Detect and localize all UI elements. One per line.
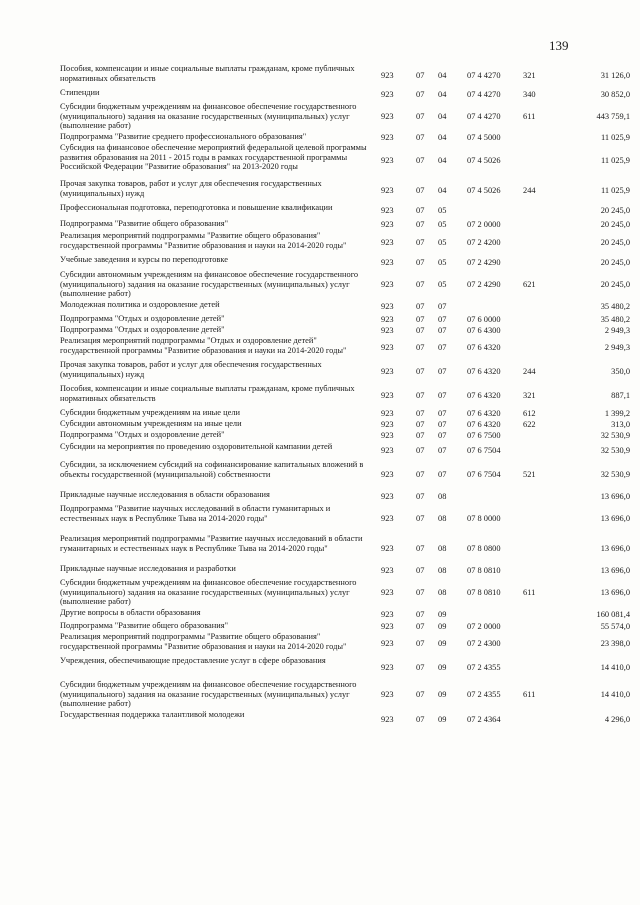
row-section-code: 07 bbox=[416, 514, 425, 524]
table-row bbox=[60, 384, 635, 408]
row-ved-code: 923 bbox=[381, 492, 394, 502]
row-subsection-code: 05 bbox=[438, 257, 447, 267]
row-ved-code: 923 bbox=[381, 408, 394, 418]
row-name: Субсидии бюджетным учреждениям на финансовое обеспечение государственного (муниципального) задания на оказание государственных (муниципальных) услуг (выполнение работ) bbox=[60, 680, 357, 709]
row-subsection-code: 07 bbox=[438, 325, 447, 335]
row-amount: 887,1 bbox=[611, 391, 630, 401]
row-amount: 13 696,0 bbox=[600, 588, 630, 598]
row-ved-code: 923 bbox=[381, 544, 394, 554]
table-row bbox=[60, 442, 635, 460]
row-expense-type: 611 bbox=[523, 588, 536, 598]
row-ved-code: 923 bbox=[381, 514, 394, 524]
table-row bbox=[60, 408, 635, 419]
row-section-code: 07 bbox=[416, 715, 425, 725]
row-ved-code: 923 bbox=[381, 470, 394, 480]
row-section-code: 07 bbox=[416, 544, 425, 554]
row-amount: 20 245,0 bbox=[600, 220, 630, 230]
row-name: Субсидии автономным учреждениям на финансовое обеспечение государственного (муниципального) задания на оказание государственных (муниципальных) услуг (выполнение работ) bbox=[60, 270, 359, 299]
row-expense-type: 622 bbox=[523, 419, 536, 429]
row-name: Подпрограмма "Отдых и оздоровление детей" bbox=[60, 325, 225, 334]
row-name: Прикладные научные исследования в области образования bbox=[60, 490, 270, 499]
row-subsection-code: 05 bbox=[438, 238, 447, 248]
table-row bbox=[60, 578, 635, 608]
row-subsection-code: 09 bbox=[438, 639, 447, 649]
row-subsection-code: 07 bbox=[438, 302, 447, 312]
row-subsection-code: 09 bbox=[438, 715, 447, 725]
row-amount: 30 852,0 bbox=[600, 90, 630, 100]
row-ved-code: 923 bbox=[381, 186, 394, 196]
row-subsection-code: 09 bbox=[438, 690, 447, 700]
row-amount: 2 949,3 bbox=[604, 325, 630, 335]
row-name: Учебные заведения и курсы по переподготовке bbox=[60, 255, 228, 264]
row-ved-code: 923 bbox=[381, 71, 394, 81]
row-subsection-code: 04 bbox=[438, 71, 447, 81]
row-name: Прикладные научные исследования и разработки bbox=[60, 564, 236, 573]
row-subsection-code: 08 bbox=[438, 514, 447, 524]
row-ved-code: 923 bbox=[381, 112, 394, 122]
row-amount: 20 245,0 bbox=[600, 257, 630, 267]
table-row bbox=[60, 632, 635, 656]
row-target-article: 07 2 4290 bbox=[467, 257, 501, 267]
row-target-article: 07 6 4320 bbox=[467, 408, 501, 418]
row-section-code: 07 bbox=[416, 470, 425, 480]
row-ved-code: 923 bbox=[381, 621, 394, 631]
table-row bbox=[60, 460, 635, 490]
row-target-article: 07 2 4355 bbox=[467, 663, 501, 673]
row-amount: 55 574,0 bbox=[600, 621, 630, 631]
row-name: Молодежная политика и оздоровление детей bbox=[60, 300, 220, 309]
row-name: Подпрограмма "Развитие общего образования" bbox=[60, 621, 229, 630]
row-expense-type: 621 bbox=[523, 280, 536, 290]
row-amount: 35 480,2 bbox=[600, 302, 630, 312]
table-row bbox=[60, 656, 635, 680]
row-ved-code: 923 bbox=[381, 343, 394, 353]
table-row bbox=[60, 430, 635, 442]
row-name: Прочая закупка товаров, работ и услуг для обеспечения государственных (муниципальных) нужд bbox=[60, 360, 322, 379]
row-subsection-code: 08 bbox=[438, 544, 447, 554]
table-row bbox=[60, 219, 635, 231]
row-section-code: 07 bbox=[416, 206, 425, 216]
table-row bbox=[60, 270, 635, 300]
row-name: Подпрограмма "Отдых и оздоровление детей" bbox=[60, 430, 225, 439]
row-subsection-code: 05 bbox=[438, 280, 447, 290]
row-amount: 1 399,2 bbox=[604, 408, 630, 418]
row-target-article: 07 8 0800 bbox=[467, 544, 501, 554]
row-amount: 13 696,0 bbox=[600, 492, 630, 502]
row-subsection-code: 07 bbox=[438, 391, 447, 401]
row-target-article: 07 4 5000 bbox=[467, 132, 501, 142]
row-target-article: 07 2 0000 bbox=[467, 220, 501, 230]
row-amount: 13 696,0 bbox=[600, 544, 630, 554]
row-name: Учреждения, обеспечивающие предоставление услуг в сфере образования bbox=[60, 656, 326, 665]
row-amount: 32 530,9 bbox=[600, 446, 630, 456]
row-amount: 32 530,9 bbox=[600, 431, 630, 441]
row-amount: 13 696,0 bbox=[600, 566, 630, 576]
row-amount: 31 126,0 bbox=[600, 71, 630, 81]
row-target-article: 07 6 4320 bbox=[467, 391, 501, 401]
row-target-article: 07 2 4355 bbox=[467, 690, 501, 700]
row-target-article: 07 2 4364 bbox=[467, 715, 501, 725]
row-subsection-code: 09 bbox=[438, 609, 447, 619]
row-name: Подпрограмма "Развитие научных исследований в области гуманитарных и естественных наук в Республике Тыва на 2014-2020 годы" bbox=[60, 504, 331, 523]
row-subsection-code: 07 bbox=[438, 470, 447, 480]
row-section-code: 07 bbox=[416, 71, 425, 81]
row-name: Пособия, компенсации и иные социальные выплаты гражданам, кроме публичных нормативных обязательств bbox=[60, 64, 355, 83]
row-ved-code: 923 bbox=[381, 206, 394, 216]
row-name: Субсидии бюджетным учреждениям на иные цели bbox=[60, 408, 240, 417]
row-amount: 35 480,2 bbox=[600, 314, 630, 324]
row-amount: 4 296,0 bbox=[604, 715, 630, 725]
row-name: Реализация мероприятий подпрограммы "Развитие научных исследований в области гуманитарных и естественных наук в Республике Тыва на 2014-2020 годы" bbox=[60, 534, 363, 553]
row-name: Субсидии бюджетным учреждениям на финансовое обеспечение государственного (муниципального) задания на оказание государственных (муниципальных) услуг (выполнение работ) bbox=[60, 578, 357, 607]
row-target-article: 07 2 4290 bbox=[467, 280, 501, 290]
row-name: Субсидии на мероприятия по проведению оздоровительной кампании детей bbox=[60, 442, 333, 451]
row-expense-type: 521 bbox=[523, 470, 536, 480]
row-subsection-code: 04 bbox=[438, 132, 447, 142]
table-row bbox=[60, 300, 635, 314]
row-section-code: 07 bbox=[416, 492, 425, 502]
row-subsection-code: 07 bbox=[438, 408, 447, 418]
row-name: Другие вопросы в области образования bbox=[60, 608, 201, 617]
table-row bbox=[60, 710, 635, 730]
row-subsection-code: 04 bbox=[438, 112, 447, 122]
row-name: Профессиональная подготовка, переподготовка и повышение квалификации bbox=[60, 203, 333, 212]
row-section-code: 07 bbox=[416, 446, 425, 456]
row-amount: 13 696,0 bbox=[600, 514, 630, 524]
row-target-article: 07 6 4300 bbox=[467, 325, 501, 335]
row-section-code: 07 bbox=[416, 566, 425, 576]
row-section-code: 07 bbox=[416, 238, 425, 248]
row-subsection-code: 09 bbox=[438, 621, 447, 631]
row-section-code: 07 bbox=[416, 280, 425, 290]
row-name: Субсидии, за исключением субсидий на софинансирование капитальных вложений в объекты государственной (муниципальной) собственности bbox=[60, 460, 364, 479]
row-ved-code: 923 bbox=[381, 302, 394, 312]
row-section-code: 07 bbox=[416, 314, 425, 324]
row-section-code: 07 bbox=[416, 343, 425, 353]
row-section-code: 07 bbox=[416, 220, 425, 230]
table-row bbox=[60, 621, 635, 632]
row-name: Субсидии бюджетным учреждениям на финансовое обеспечение государственного (муниципального) задания на оказание государственных (муниципальных) услуг (выполнение работ) bbox=[60, 102, 357, 131]
row-target-article: 07 2 4200 bbox=[467, 238, 501, 248]
row-expense-type: 611 bbox=[523, 690, 536, 700]
row-name: Субсидии автономным учреждениям на иные цели bbox=[60, 419, 242, 428]
row-ved-code: 923 bbox=[381, 325, 394, 335]
row-target-article: 07 4 4270 bbox=[467, 71, 501, 81]
row-name: Подпрограмма "Развитие среднего профессионального образования" bbox=[60, 132, 307, 141]
row-ved-code: 923 bbox=[381, 419, 394, 429]
row-amount: 20 245,0 bbox=[600, 238, 630, 248]
row-ved-code: 923 bbox=[381, 588, 394, 598]
row-target-article: 07 6 4320 bbox=[467, 343, 501, 353]
row-ved-code: 923 bbox=[381, 566, 394, 576]
row-target-article: 07 2 4300 bbox=[467, 639, 501, 649]
table-row bbox=[60, 314, 635, 325]
row-target-article: 07 8 0000 bbox=[467, 514, 501, 524]
row-subsection-code: 09 bbox=[438, 663, 447, 673]
row-section-code: 07 bbox=[416, 588, 425, 598]
row-ved-code: 923 bbox=[381, 431, 394, 441]
table-row bbox=[60, 564, 635, 578]
row-amount: 350,0 bbox=[611, 367, 630, 377]
row-expense-type: 611 bbox=[523, 112, 536, 122]
row-subsection-code: 04 bbox=[438, 90, 447, 100]
row-target-article: 07 6 4320 bbox=[467, 419, 501, 429]
row-target-article: 07 4 4270 bbox=[467, 112, 501, 122]
row-subsection-code: 05 bbox=[438, 220, 447, 230]
row-section-code: 07 bbox=[416, 408, 425, 418]
row-expense-type: 321 bbox=[523, 71, 536, 81]
row-expense-type: 321 bbox=[523, 391, 536, 401]
table-row bbox=[60, 419, 635, 430]
row-section-code: 07 bbox=[416, 257, 425, 267]
table-row bbox=[60, 325, 635, 336]
row-amount: 32 530,9 bbox=[600, 470, 630, 480]
table-row bbox=[60, 680, 635, 710]
row-ved-code: 923 bbox=[381, 220, 394, 230]
row-section-code: 07 bbox=[416, 609, 425, 619]
row-target-article: 07 6 7504 bbox=[467, 470, 501, 480]
row-subsection-code: 07 bbox=[438, 367, 447, 377]
table-row bbox=[60, 179, 635, 203]
row-name: Субсидия на финансовое обеспечение мероприятий федеральной целевой программы развития образования на 2011 - 2015 годы в рамках государственной программы Российской Федерации "Развитие образования" на 2013-2020 годы bbox=[60, 143, 367, 172]
row-name: Пособия, компенсации и иные социальные выплаты гражданам, кроме публичных нормативных обязательств bbox=[60, 384, 355, 403]
table-row bbox=[60, 336, 635, 360]
row-amount: 2 949,3 bbox=[604, 343, 630, 353]
row-target-article: 07 4 5026 bbox=[467, 156, 501, 166]
table-row bbox=[60, 64, 635, 88]
table-row bbox=[60, 132, 635, 143]
row-ved-code: 923 bbox=[381, 690, 394, 700]
row-target-article: 07 2 0000 bbox=[467, 621, 501, 631]
row-name: Подпрограмма "Развитие общего образования" bbox=[60, 219, 229, 228]
row-amount: 11 025,9 bbox=[600, 156, 630, 166]
row-target-article: 07 8 0810 bbox=[467, 566, 501, 576]
row-ved-code: 923 bbox=[381, 715, 394, 725]
table-row bbox=[60, 255, 635, 270]
budget-table bbox=[60, 64, 635, 730]
row-amount: 23 398,0 bbox=[600, 639, 630, 649]
row-amount: 313,0 bbox=[611, 419, 630, 429]
row-target-article: 07 4 4270 bbox=[467, 90, 501, 100]
row-target-article: 07 6 4320 bbox=[467, 367, 501, 377]
row-section-code: 07 bbox=[416, 325, 425, 335]
row-expense-type: 612 bbox=[523, 408, 536, 418]
row-section-code: 07 bbox=[416, 112, 425, 122]
table-row bbox=[60, 203, 635, 219]
row-section-code: 07 bbox=[416, 132, 425, 142]
row-name: Подпрограмма "Отдых и оздоровление детей" bbox=[60, 314, 225, 323]
row-ved-code: 923 bbox=[381, 132, 394, 142]
row-name: Реализация мероприятий подпрограммы "Развитие общего образования" государственной программы "Развитие образования и науки на 2014-2020 годы" bbox=[60, 632, 347, 651]
row-section-code: 07 bbox=[416, 419, 425, 429]
table-row bbox=[60, 504, 635, 534]
table-row bbox=[60, 534, 635, 564]
table-row bbox=[60, 231, 635, 255]
table-row bbox=[60, 88, 635, 102]
row-ved-code: 923 bbox=[381, 90, 394, 100]
row-subsection-code: 04 bbox=[438, 186, 447, 196]
row-amount: 14 410,0 bbox=[600, 663, 630, 673]
row-expense-type: 244 bbox=[523, 186, 536, 196]
row-section-code: 07 bbox=[416, 639, 425, 649]
row-ved-code: 923 bbox=[381, 156, 394, 166]
row-amount: 20 245,0 bbox=[600, 280, 630, 290]
row-ved-code: 923 bbox=[381, 446, 394, 456]
row-name: Стипендии bbox=[60, 88, 100, 97]
row-section-code: 07 bbox=[416, 302, 425, 312]
row-expense-type: 340 bbox=[523, 90, 536, 100]
row-ved-code: 923 bbox=[381, 367, 394, 377]
row-name: Государственная поддержка талантливой молодежи bbox=[60, 710, 245, 719]
row-target-article: 07 4 5026 bbox=[467, 186, 501, 196]
row-subsection-code: 07 bbox=[438, 431, 447, 441]
row-subsection-code: 08 bbox=[438, 588, 447, 598]
row-target-article: 07 6 7504 bbox=[467, 446, 501, 456]
row-subsection-code: 07 bbox=[438, 446, 447, 456]
row-section-code: 07 bbox=[416, 663, 425, 673]
row-ved-code: 923 bbox=[381, 257, 394, 267]
row-section-code: 07 bbox=[416, 391, 425, 401]
table-row bbox=[60, 143, 635, 179]
row-section-code: 07 bbox=[416, 431, 425, 441]
row-amount: 20 245,0 bbox=[600, 206, 630, 216]
row-name: Реализация мероприятий подпрограммы "Развитие общего образования" государственной программы "Развитие образования и науки на 2014-2020 годы" bbox=[60, 231, 347, 250]
row-ved-code: 923 bbox=[381, 280, 394, 290]
row-subsection-code: 04 bbox=[438, 156, 447, 166]
row-section-code: 07 bbox=[416, 186, 425, 196]
row-amount: 14 410,0 bbox=[600, 690, 630, 700]
row-target-article: 07 6 0000 bbox=[467, 314, 501, 324]
row-ved-code: 923 bbox=[381, 609, 394, 619]
row-ved-code: 923 bbox=[381, 663, 394, 673]
row-name: Прочая закупка товаров, работ и услуг для обеспечения государственных (муниципальных) нужд bbox=[60, 179, 322, 198]
row-section-code: 07 bbox=[416, 690, 425, 700]
row-name: Реализация мероприятий подпрограммы "Отдых и оздоровление детей" государственной программы "Развитие образования и науки на 2014-2020 годы" bbox=[60, 336, 347, 355]
table-row bbox=[60, 608, 635, 621]
table-row bbox=[60, 360, 635, 384]
row-section-code: 07 bbox=[416, 621, 425, 631]
table-row bbox=[60, 490, 635, 504]
table-row bbox=[60, 102, 635, 132]
row-subsection-code: 08 bbox=[438, 566, 447, 576]
row-subsection-code: 07 bbox=[438, 419, 447, 429]
row-section-code: 07 bbox=[416, 90, 425, 100]
row-subsection-code: 05 bbox=[438, 206, 447, 216]
row-amount: 11 025,9 bbox=[600, 132, 630, 142]
page-number: 139 bbox=[549, 38, 569, 53]
row-ved-code: 923 bbox=[381, 314, 394, 324]
row-ved-code: 923 bbox=[381, 238, 394, 248]
row-amount: 443 759,1 bbox=[596, 112, 630, 122]
row-amount: 11 025,9 bbox=[600, 186, 630, 196]
row-section-code: 07 bbox=[416, 156, 425, 166]
row-section-code: 07 bbox=[416, 367, 425, 377]
row-ved-code: 923 bbox=[381, 639, 394, 649]
row-target-article: 07 8 0810 bbox=[467, 588, 501, 598]
row-subsection-code: 07 bbox=[438, 314, 447, 324]
row-subsection-code: 07 bbox=[438, 343, 447, 353]
row-target-article: 07 6 7500 bbox=[467, 431, 501, 441]
row-expense-type: 244 bbox=[523, 367, 536, 377]
row-ved-code: 923 bbox=[381, 391, 394, 401]
row-subsection-code: 08 bbox=[438, 492, 447, 502]
row-amount: 160 081,4 bbox=[596, 609, 630, 619]
